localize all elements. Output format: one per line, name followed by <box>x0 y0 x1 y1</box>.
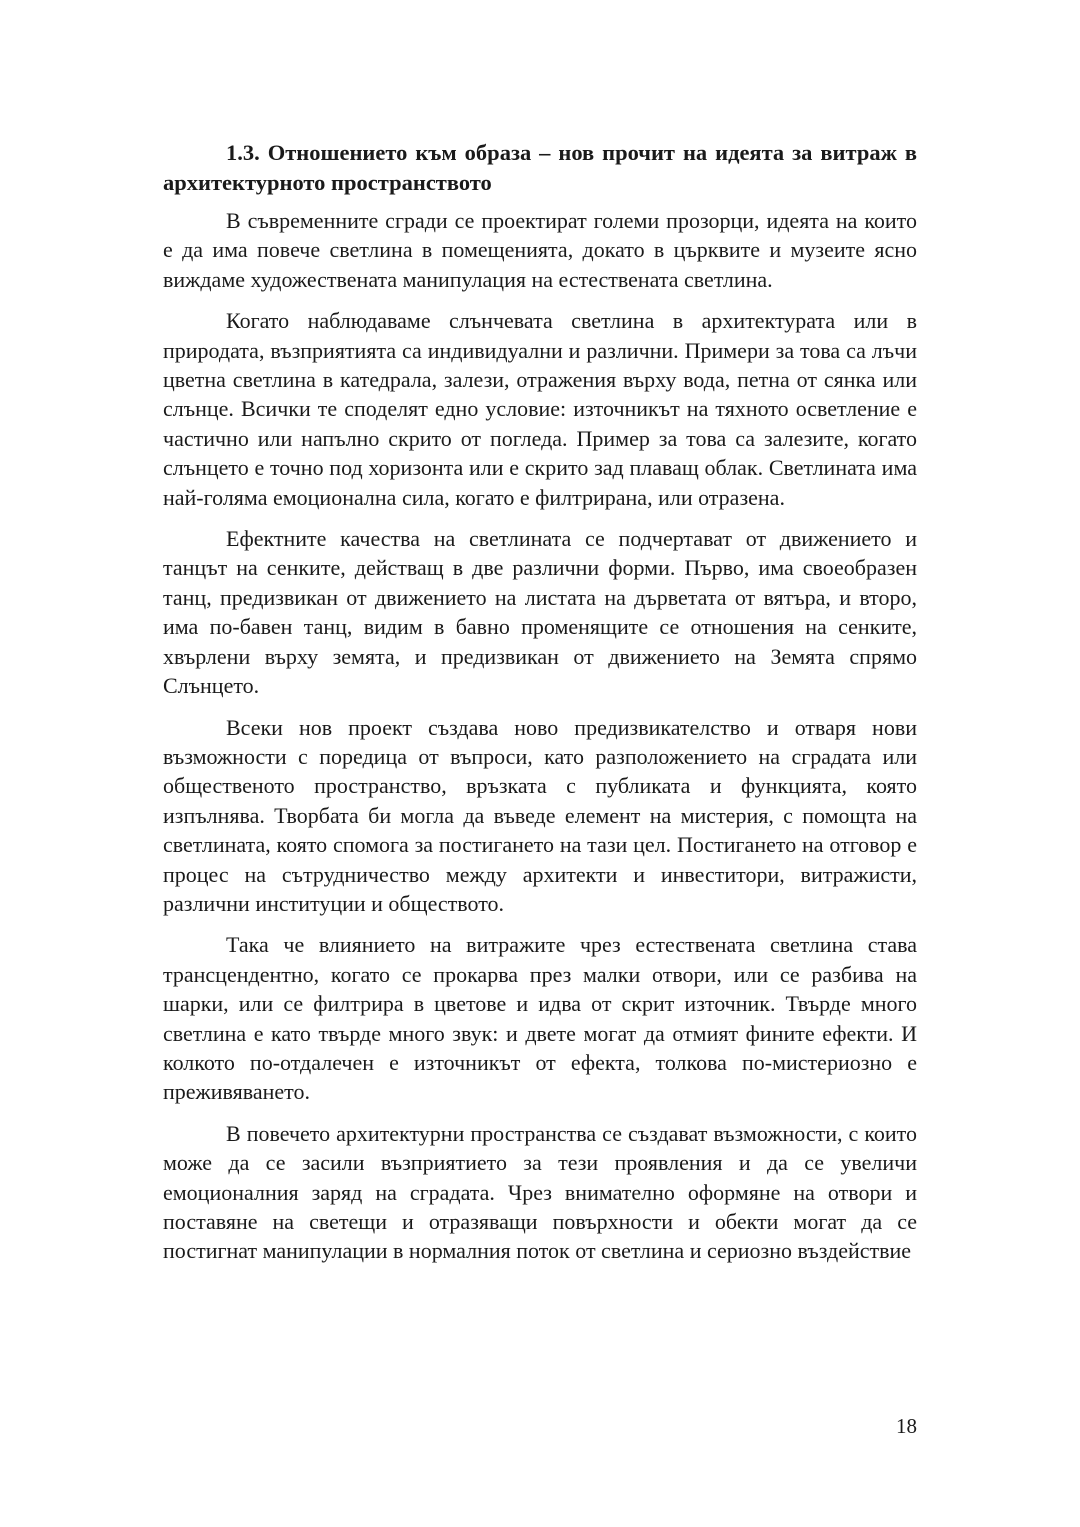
paragraph-6: В повечето архитектурни пространства се създават възможности, с които може да се засили възприятието за тези проявления и да се увеличи емоционалния заряд на сградата. Чрез внимателно оформяне на отвори и поставяне на светещи и отразяващи повърхности и обекти могат да се постигнат манипулации в нормалния поток от светлина и сериозно въздействие <box>163 1120 917 1264</box>
page-body <box>163 138 917 1278</box>
paragraph-4: Всеки нов проект създава ново предизвикателство и отваря нови възможности с поредица от въпроси, като разположението на сградата или общественото пространство, връзката с публиката и функцията, която изпълнява. Творбата би могла да въведе елемент на мистерия, с помощта на светлината, която спомога за постигането на тази цел. Постигането на отговор е процес на сътрудничество между архитекти и инвеститори, витражисти, различни институции и обществото. <box>163 714 917 916</box>
page-number: 18 <box>896 1414 917 1438</box>
section-heading: 1.3. Отношението към образа – нов прочит на идеята за витраж в архитектурното пространството <box>163 140 917 195</box>
paragraph-5: Така че влиянието на витражите чрез естествената светлина става трансцендентно, когато се прокарва през малки отвори, или се разбива на шарки, или се филтрира в цветове и идва от скрит източник. Твърде много светлина е като твърде много звук: и двете могат да отмият фините ефекти. И колкото по-отдалечен е източникът от ефекта, толкова по-мистериозно е преживяването. <box>163 932 917 1105</box>
paragraph-1: В съвременните сгради се проектират големи прозорци, идеята на които е да има повече светлина в помещенията, докато в църквите и музеите ясно виждаме художествената манипулация на естествената светлина. <box>163 208 917 292</box>
paragraph-3: Ефектните качества на светлината се подчертават от движението и танцът на сенките, действащ в две различни форми. Първо, има своеобразен танц, предизвикан от движението на листата на дърветата от вятъра, и второ, има по-бавен танц, видим в бавно променящите се отношения на сенките, хвърлени върху земята, и предизвикан от движението на Земята спрямо Слънцето. <box>163 526 917 699</box>
paragraph-2: Когато наблюдаваме слънчевата светлина в архитектурата или в природата, възприятията са индивидуални и различни. Примери за това са лъчи цветна светлина в катедрала, залези, отражения върху вода, петна от сянка или слънце. Всички те споделят едно условие: източникът на тяхното осветление е частично или напълно скрито от погледа. Пример за това са залезите, когато слънцето е точно под хоризонта или е скрито зад плаващ облак. Светлината има най-голяма емоционална сила, когато е филтрирана, или отразена. <box>163 308 917 510</box>
